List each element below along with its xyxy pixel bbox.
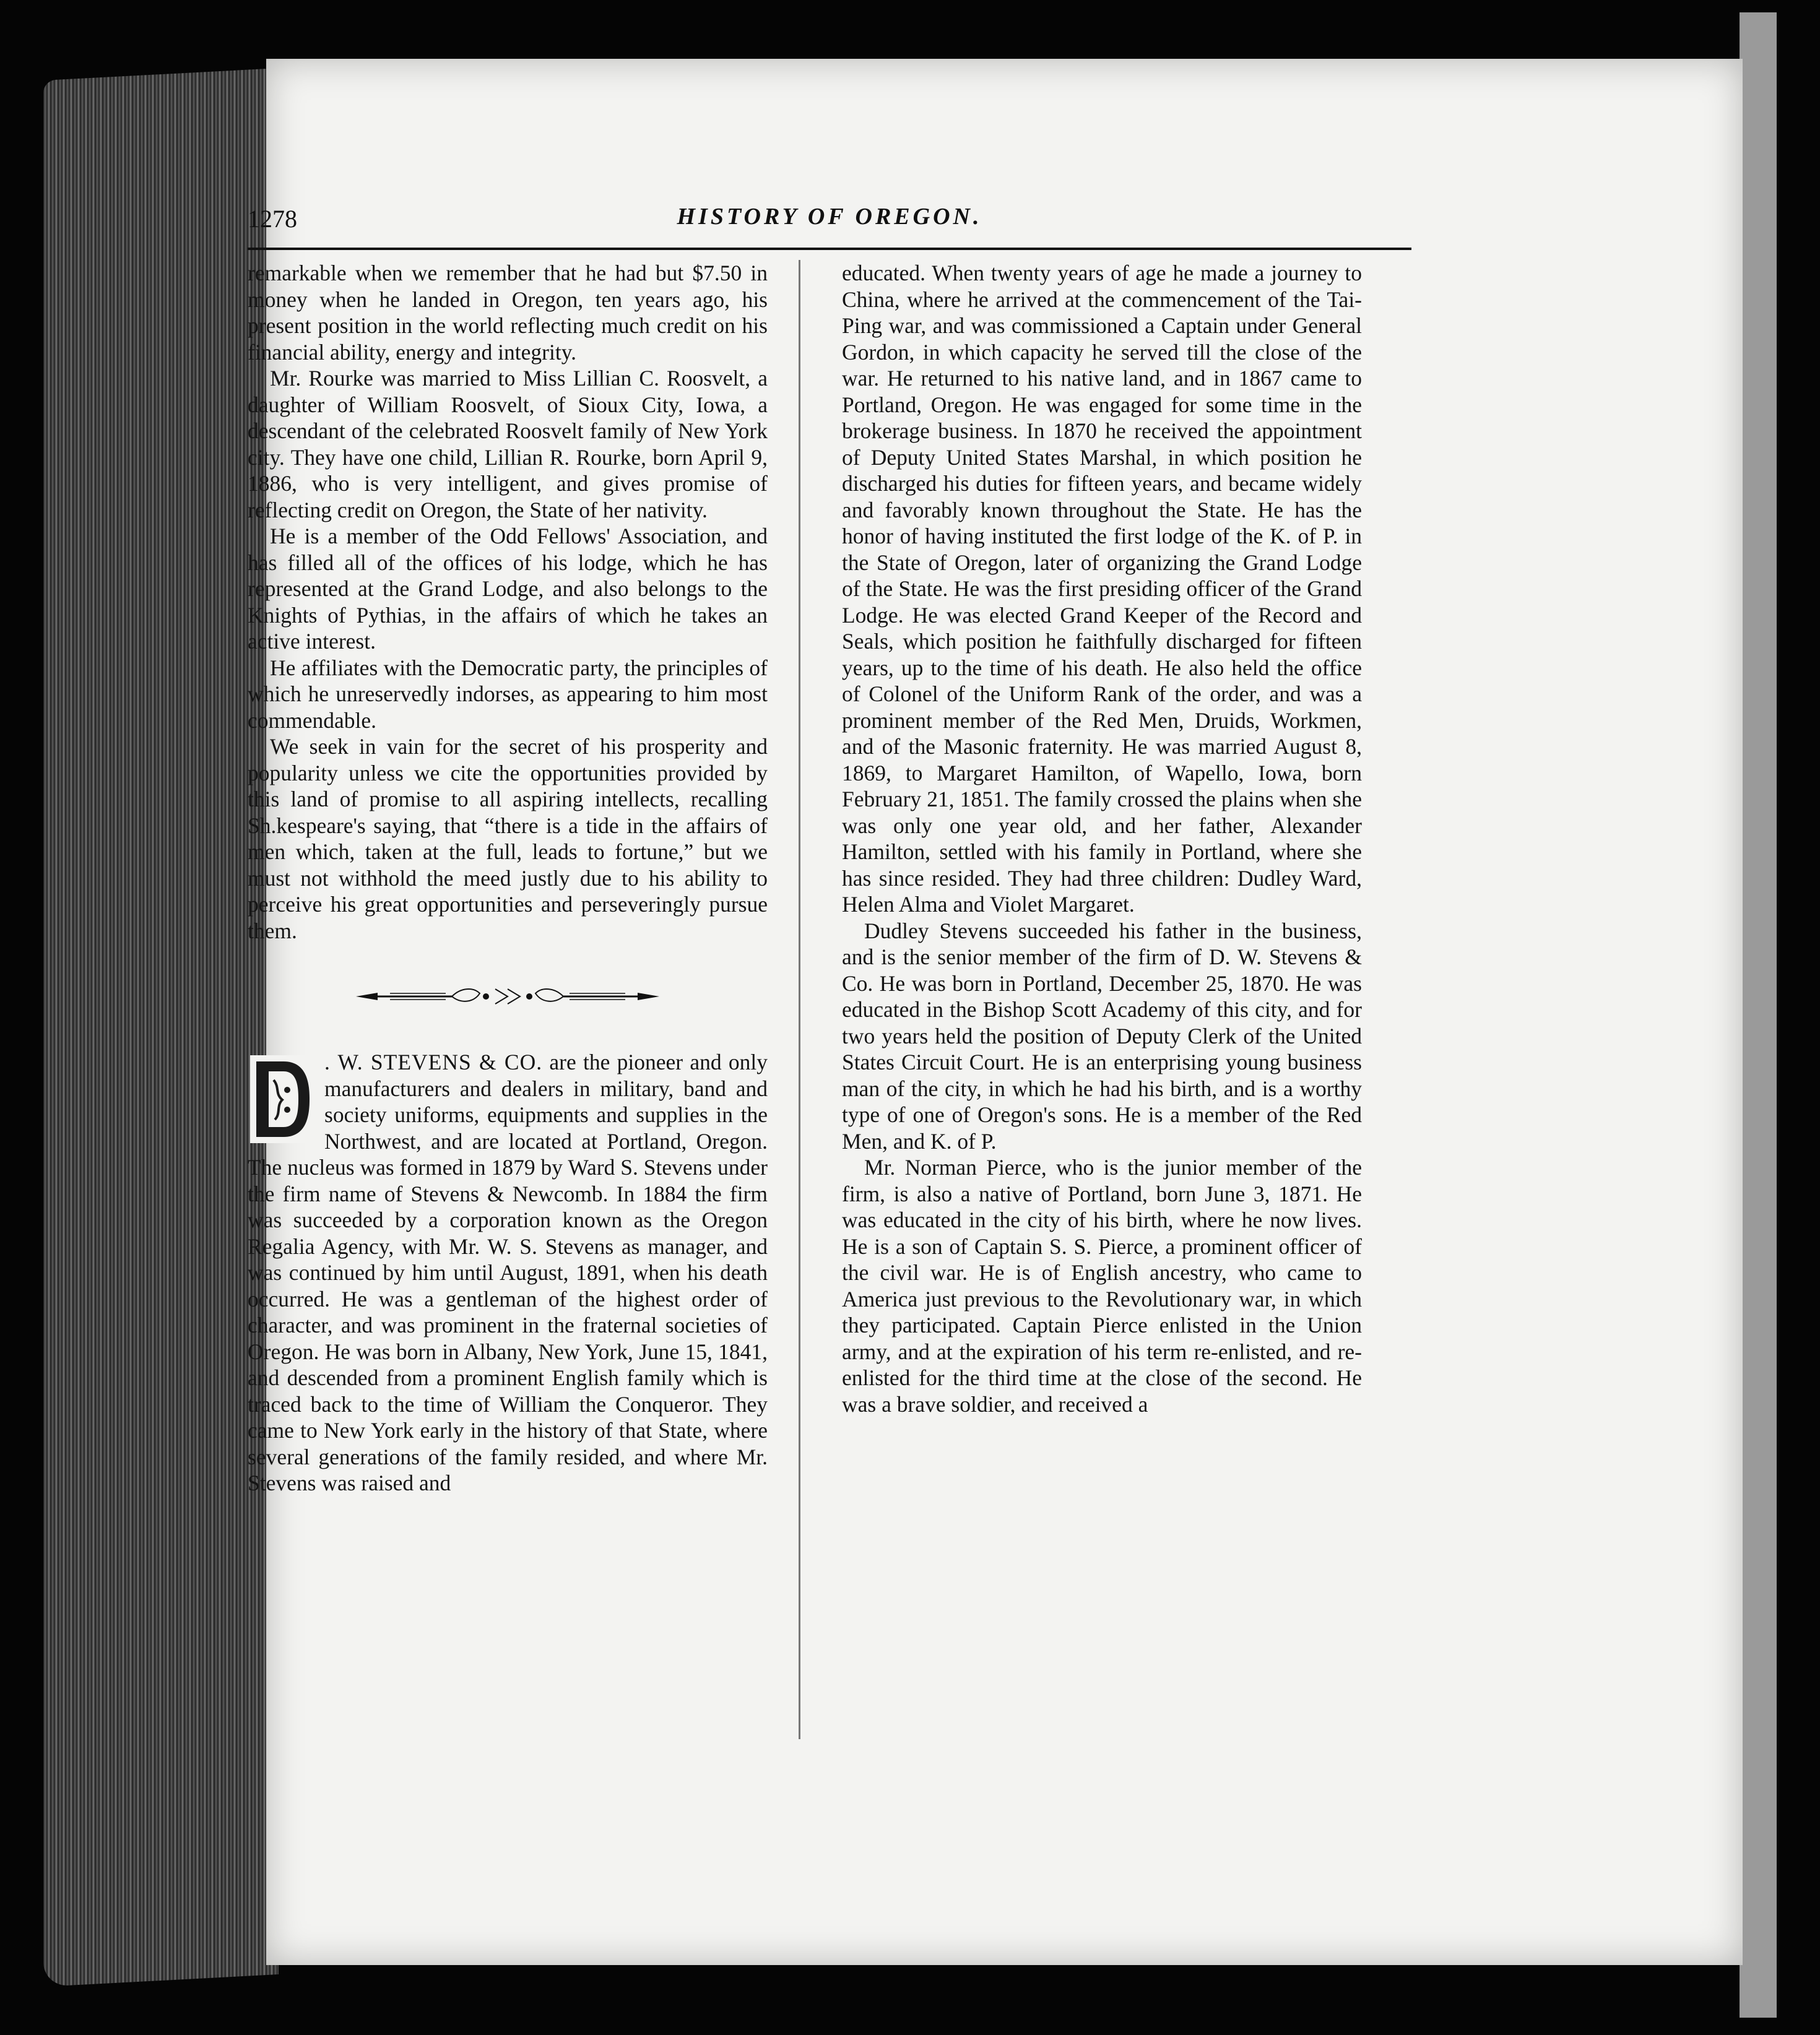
paragraph: educated. When twenty years of age he made a journey to China, where he arrived at the commencement of the Tai-Ping war, and was commissioned a Captain under General Gordon, in which capacity he served till the close of the war. He returned to his native land, and in 1867 came to Portland, Oregon. He was engaged for some time in the brokerage business. In 1870 he received the appointment of Deputy United States Marshal, in which position he discharged his duties for fifteen years, and became widely and favorably known throughout the State. He has the honor of having instituted the first lodge of the K. of P. in the State of Oregon, later of organizing the Grand Lodge of the State. He was the first presiding officer of the Grand Lodge. He was elected Grand Keeper of the Record and Seals, which position he faithfully discharged for fifteen years, up to the time of his death. He also held the office of Colonel of the Uniform Rank of the order, and was a prominent member of the Red Men, Druids, Workmen, and of the Masonic fraternity. He was married August 8, 1869, to Margaret Hamilton, of Wapello, Iowa, born February 21, 1851. The family crossed the plains when she was only one year old, and her father, Alexander Hamilton, settled with his family in Portland, where she has since resided. They had three children: Dudley Ward, Helen Alma and Violet Margaret. bbox=[842, 261, 1362, 917]
left-column bbox=[248, 260, 768, 1739]
running-head: HISTORY OF OREGON. bbox=[677, 204, 982, 230]
paragraph bbox=[248, 1049, 768, 1497]
paragraph-text: are the pioneer and only manufacturers and dealers in military, band and society uniforms, equipments and supplies in the Northwest, and are located at Portland, Oregon. The nucleus was formed in 1879 by Ward S. Stevens under the firm name of Stevens & Newcomb. In 1884 the firm was succeeded by a corporation known as the Oregon Regalia Agency, with Mr. W. S. Stevens as manager, and was continued by him until August, 1891, when his death occurred. He was a gentleman of the highest order of character, and was prominent in the fraternal societies of Oregon. He was born in Albany, New York, June 15, 1841, and descended from a prominent English family which is traced back to the time of William the Conqueror. They came to New York early in the history of that State, where several generations of the family resided, and where Mr. Stevens was raised and bbox=[248, 1050, 768, 1495]
paragraph: We seek in vain for the secret of his prosperity and popularity unless we cite the opportunities provided by this land of promise to all aspiring intellects, recalling Sh.kespeare's saying, that “there is a tide in the affairs of men which, taken at the full, leads to fortune,” but we must not withhold the meed justly due to his ability to perceive his great opportunities and perseveringly pursue them. bbox=[248, 734, 768, 943]
ornament-icon bbox=[353, 984, 662, 1009]
paragraph: Mr. Norman Pierce, who is the junior member of the firm, is also a native of Portland, born June 3, 1871. He was educated in the city of his birth, where he now lives. He is a son of Captain S. S. Pierce, a prominent officer of the civil war. He is of English ancestry, who came to America just previous to the Revolutionary war, in which they participated. Captain Pierce enlisted in the Union army, and at the expiration of his term re-enlisted, and re-enlisted for the third time at the close of the second. He was a brave soldier, and received a bbox=[842, 1155, 1362, 1417]
column-rule bbox=[799, 260, 800, 1739]
page-number: 1278 bbox=[248, 205, 297, 233]
paragraph: He affiliates with the Democratic party, the principles of which he unreservedly indorses, as appearing to him most commendable. bbox=[248, 655, 768, 733]
firm-name-lead: . W. STEVENS & CO. bbox=[324, 1050, 543, 1074]
paragraph: remarkable when we remember that he had but $7.50 in money when he landed in Oregon, ten years ago, his present position in the world reflecting much credit on his financial ability, energy and integrity. bbox=[248, 261, 768, 365]
right-column bbox=[842, 260, 1362, 1739]
page-header bbox=[248, 204, 1411, 250]
section-divider-ornament bbox=[248, 969, 768, 1024]
book-page-edges bbox=[43, 68, 279, 1987]
facing-page-edge bbox=[1740, 12, 1777, 2018]
paragraph: Mr. Rourke was married to Miss Lillian C. Roosvelt, a daughter of William Roosvelt, of Sioux City, Iowa, a descendant of the celebrated Roosvelt family of New York city. They have one child, Lillian R. Rourke, born April 9, 1886, who is very intelligent, and gives promise of reflecting credit on Oregon, the State of her nativity. bbox=[248, 366, 768, 522]
paragraph: Dudley Stevens succeeded his father in the business, and is the senior member of the firm of D. W. Stevens & Co. He was born in Portland, December 25, 1870. He was educated in the Bishop Scott Academy of this city, and for two years held the position of Deputy Clerk of the United States Circuit Court. He is an enterprising young business man of the city, in which he had his birth, and is a worthy type of one of Oregon's sons. He is a member of the Red Men, and K. of P. bbox=[842, 918, 1362, 1154]
drop-cap bbox=[248, 1053, 316, 1146]
paragraph: He is a member of the Odd Fellows' Association, and has filled all of the offices of his lodge, which he has represented at the Grand Lodge, and also belongs to the Knights of Pythias, in the affairs of which he takes an active interest. bbox=[248, 524, 768, 654]
drop-cap-letter-icon bbox=[248, 1053, 316, 1146]
